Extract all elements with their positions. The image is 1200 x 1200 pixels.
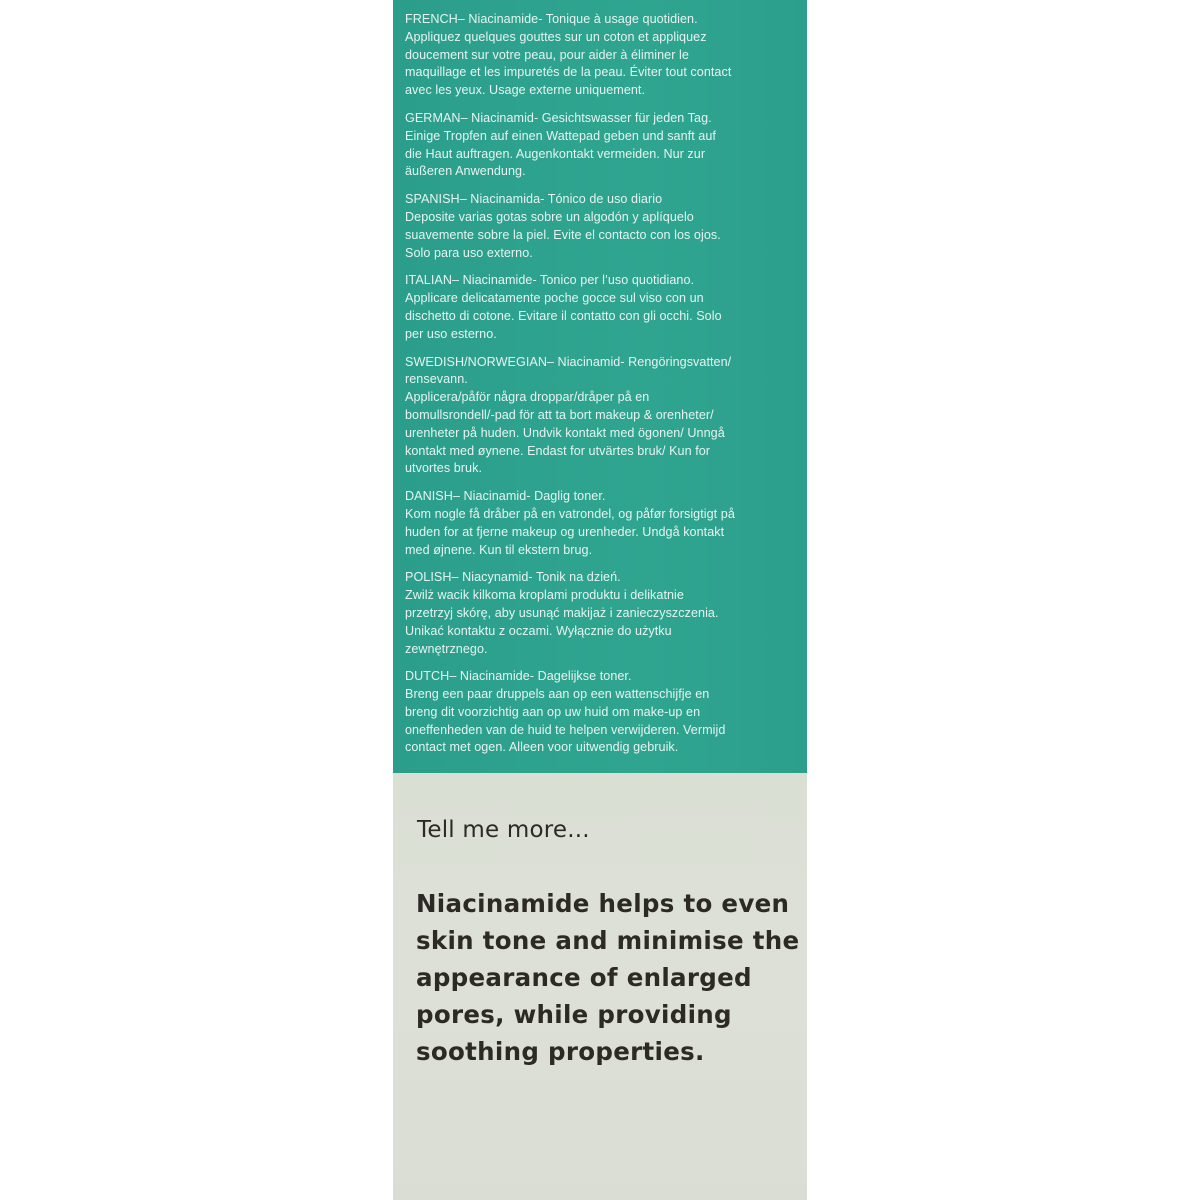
instruction-line: Einige Tropfen auf einen Wattepad geben und sanft auf xyxy=(405,128,716,143)
instruction-line: huden for at fjerne makeup og urenheder. Undgå kontakt xyxy=(405,524,725,539)
instruction-line: Applicare delicatamente poche gocce sul viso con un xyxy=(405,291,704,306)
swedish-norwegian-instructions xyxy=(405,354,799,479)
instruction-line: dischetto di cotone. Evitare il contatto con gli occhi. Solo xyxy=(405,308,722,323)
instruction-line: äußeren Anwendung. xyxy=(405,164,526,179)
instructions-panel xyxy=(393,0,807,773)
instruction-line: zewnętrznego. xyxy=(405,641,488,656)
instruction-line: Unikać kontaktu z oczami. Wyłącznie do użytku xyxy=(405,623,672,638)
french-instructions xyxy=(405,11,799,100)
description-panel xyxy=(393,773,807,1200)
instruction-line: suavemente sobre la piel. Evite el contacto con los ojos. xyxy=(405,227,721,242)
instruction-line: przetrzyj skórę, aby usunąć makijaż i zanieczyszczenia. xyxy=(405,605,719,620)
instruction-line: urenheter på huden. Undvik kontakt med ögonen/ Unngå xyxy=(405,425,725,440)
instruction-line: utvortes bruk. xyxy=(405,461,482,476)
instruction-line: die Haut auftragen. Augenkontakt vermeiden. Nur zur xyxy=(405,146,706,161)
instruction-line: GERMAN– Niacinamid- Gesichtswasser für jeden Tag. xyxy=(405,110,712,125)
product-box xyxy=(393,0,807,1200)
instruction-line: Applicera/påför några droppar/dråper på en xyxy=(405,390,650,405)
instruction-line: maquillage et les impuretés de la peau. Éviter tout contact xyxy=(405,65,732,80)
description-line: soothing properties. xyxy=(416,1037,705,1066)
description-line: appearance of enlarged xyxy=(416,963,752,992)
description-line: Niacinamide helps to even xyxy=(416,889,790,918)
instruction-line: Solo para uso externo. xyxy=(405,245,533,260)
instruction-line: DUTCH– Niacinamide- Dagelijkse toner. xyxy=(405,669,632,684)
instruction-line: POLISH– Niacynamid- Tonik na dzień. xyxy=(405,570,621,585)
instruction-line: SWEDISH/NORWEGIAN– Niacinamid- Rengöringsvatten/ xyxy=(405,354,732,369)
polish-instructions xyxy=(405,569,799,658)
german-instructions xyxy=(405,110,799,181)
instruction-line: Appliquez quelques gouttes sur un coton et appliquez xyxy=(405,29,707,44)
spanish-instructions xyxy=(405,191,799,262)
dutch-instructions xyxy=(405,668,799,757)
instruction-line: ITALIAN– Niacinamide- Tonico per l’uso quotidiano. xyxy=(405,273,695,288)
italian-instructions xyxy=(405,272,799,343)
description-line: skin tone and minimise the xyxy=(416,926,800,955)
danish-instructions xyxy=(405,488,799,559)
instruction-line: oneffenheden van de huid te helpen verwijderen. Vermijd xyxy=(405,722,726,737)
instruction-line: Zwilż wacik kilkoma kroplami produktu i delikatnie xyxy=(405,588,684,603)
instruction-line: rensevann. xyxy=(405,372,468,387)
instruction-line: doucement sur votre peau, pour aider à éliminer le xyxy=(405,47,689,62)
instruction-line: per uso esterno. xyxy=(405,326,497,341)
instruction-line: Kom nogle få dråber på en vatrondel, og påfør forsigtigt på xyxy=(405,506,735,521)
instruction-line: avec les yeux. Usage externe uniquement. xyxy=(405,83,646,98)
instruction-line: breng dit voorzichtig aan op uw huid om make-up en xyxy=(405,704,701,719)
instruction-line: kontakt med øynene. Endast for utvärtes bruk/ Kun for xyxy=(405,443,711,458)
instruction-line: DANISH– Niacinamid- Daglig toner. xyxy=(405,489,606,504)
instruction-line: Deposite varias gotas sobre un algodón y aplíquelo xyxy=(405,209,694,224)
instruction-line: FRENCH– Niacinamide- Tonique à usage quotidien. xyxy=(405,12,698,26)
tell-me-more-heading: Tell me more... xyxy=(417,817,590,843)
instruction-line: bomullsrondell/-pad för att ta bort makeup & orenheter/ xyxy=(405,407,714,422)
instruction-line: SPANISH– Niacinamida- Tónico de uso diario xyxy=(405,192,663,207)
instruction-line: med øjnene. Kun til ekstern brug. xyxy=(405,542,593,557)
product-description xyxy=(416,885,799,1070)
instruction-line: Breng een paar druppels aan op een wattenschijfje en xyxy=(405,687,710,702)
instruction-line: contact met ogen. Alleen voor uitwendig gebruik. xyxy=(405,740,679,755)
description-line: pores, while providing xyxy=(416,1000,732,1029)
